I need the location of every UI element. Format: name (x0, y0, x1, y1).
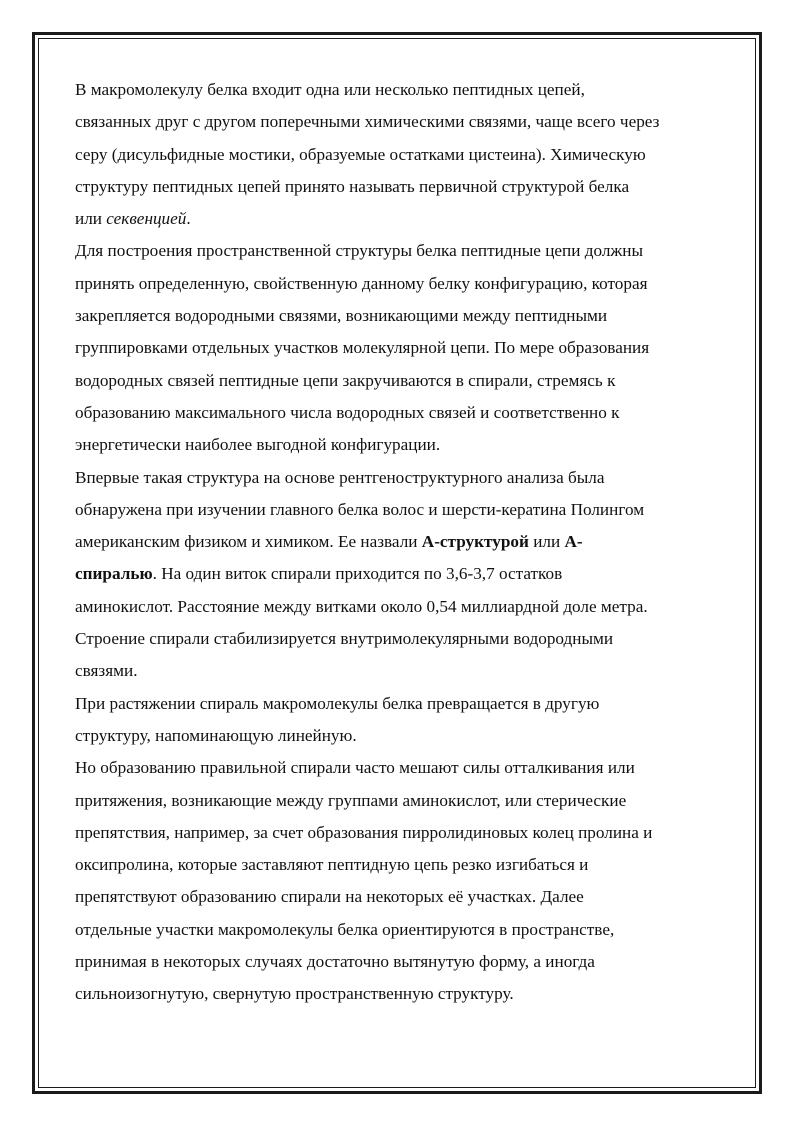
text-line (75, 429, 725, 461)
text-run: аминокислот. Расстояние между витками около 0,54 миллиардной доле метра. (75, 596, 648, 616)
bold-term: А-структурой (421, 532, 529, 552)
text-line (75, 914, 725, 946)
text-line (75, 74, 725, 106)
text-line (75, 623, 725, 655)
text-run: . На один виток спирали приходится по 3,6-3,7 остатков (152, 564, 563, 584)
text-run: Строение спирали стабилизируется внутримолекулярными водородными (75, 629, 614, 649)
text-run: связанных друг с другом поперечными химическими связями, чаще всего через (75, 112, 660, 132)
text-line (75, 817, 725, 849)
text-run: связями. (75, 661, 138, 681)
text-run: серу (дисульфидные мостики, образуемые остатками цистеина). Химическую (75, 144, 646, 164)
text-run: или (528, 532, 565, 552)
text-run: Но образованию правильной спирали часто мешают силы отталкивания или (75, 758, 635, 778)
text-line (75, 978, 725, 1010)
text-line (75, 849, 725, 881)
text-line (75, 397, 725, 429)
text-line (75, 462, 725, 494)
paragraph (75, 462, 725, 688)
text-run: структуру пептидных цепей принято называть первичной структурой белка (75, 176, 630, 196)
text-line (75, 494, 725, 526)
text-line (75, 558, 725, 590)
text-line (75, 235, 725, 267)
text-run: энергетически наиболее выгодной конфигурации. (75, 435, 441, 455)
text-run: или (75, 209, 107, 229)
text-run: американским физиком и химиком. Ее назвали (75, 532, 422, 552)
text-run: препятствуют образованию спирали на некоторых её участках. Далее (75, 887, 584, 907)
text-line (75, 106, 725, 138)
text-line (75, 526, 725, 558)
text-run: препятствия, например, за счет образования пирролидиновых колец пролина и (75, 822, 653, 842)
text-line (75, 365, 725, 397)
text-line (75, 785, 725, 817)
text-run: структуру, напоминающую линейную. (75, 725, 357, 745)
text-run: . (186, 209, 191, 229)
text-line (75, 268, 725, 300)
text-run: образованию максимального числа водородных связей и соответственно к (75, 402, 620, 422)
text-line (75, 946, 725, 978)
text-run: оксипролина, которые заставляют пептидную цепь резко изгибаться и (75, 855, 589, 875)
text-line (75, 203, 725, 235)
text-line (75, 591, 725, 623)
text-run: притяжения, возникающие между группами аминокислот, или стерические (75, 790, 627, 810)
paragraph (75, 752, 725, 1010)
text-line (75, 139, 725, 171)
paragraph (75, 235, 725, 461)
text-run: Для построения пространственной структуры белка пептидные цепи должны (75, 241, 644, 261)
text-line (75, 171, 725, 203)
paragraph (75, 688, 725, 753)
text-line (75, 720, 725, 752)
text-run: При растяжении спираль макромолекулы белка превращается в другую (75, 693, 600, 713)
text-line (75, 688, 725, 720)
text-run: принять определенную, свойственную данному белку конфигурацию, которая (75, 273, 648, 293)
text-run: отдельные участки макромолекулы белка ориентируются в пространстве, (75, 919, 615, 939)
text-run: закрепляется водородными связями, возникающими между пептидными (75, 306, 608, 326)
text-line (75, 655, 725, 687)
text-run: обнаружена при изучении главного белка волос и шерсти-кератина Полингом (75, 499, 645, 519)
text-run: группировками отдельных участков молекулярной цепи. По мере образования (75, 338, 650, 358)
paragraph (75, 74, 725, 235)
text-run: водородных связей пептидные цепи закручиваются в спирали, стремясь к (75, 370, 616, 390)
italic-term: секвенцией (106, 209, 187, 229)
text-line (75, 300, 725, 332)
text-run: Впервые такая структура на основе рентгеноструктурного анализа была (75, 467, 605, 487)
bold-term: спиралью (75, 564, 153, 584)
text-line (75, 752, 725, 784)
text-run: В макромолекулу белка входит одна или несколько пептидных цепей, (75, 80, 585, 99)
document-body (75, 74, 725, 1011)
text-run: принимая в некоторых случаях достаточно вытянутую форму, а иногда (75, 952, 595, 972)
bold-term: А- (564, 532, 583, 552)
text-line (75, 332, 725, 364)
text-line (75, 881, 725, 913)
text-run: сильноизогнутую, свернутую пространственную структуру. (75, 984, 514, 1004)
